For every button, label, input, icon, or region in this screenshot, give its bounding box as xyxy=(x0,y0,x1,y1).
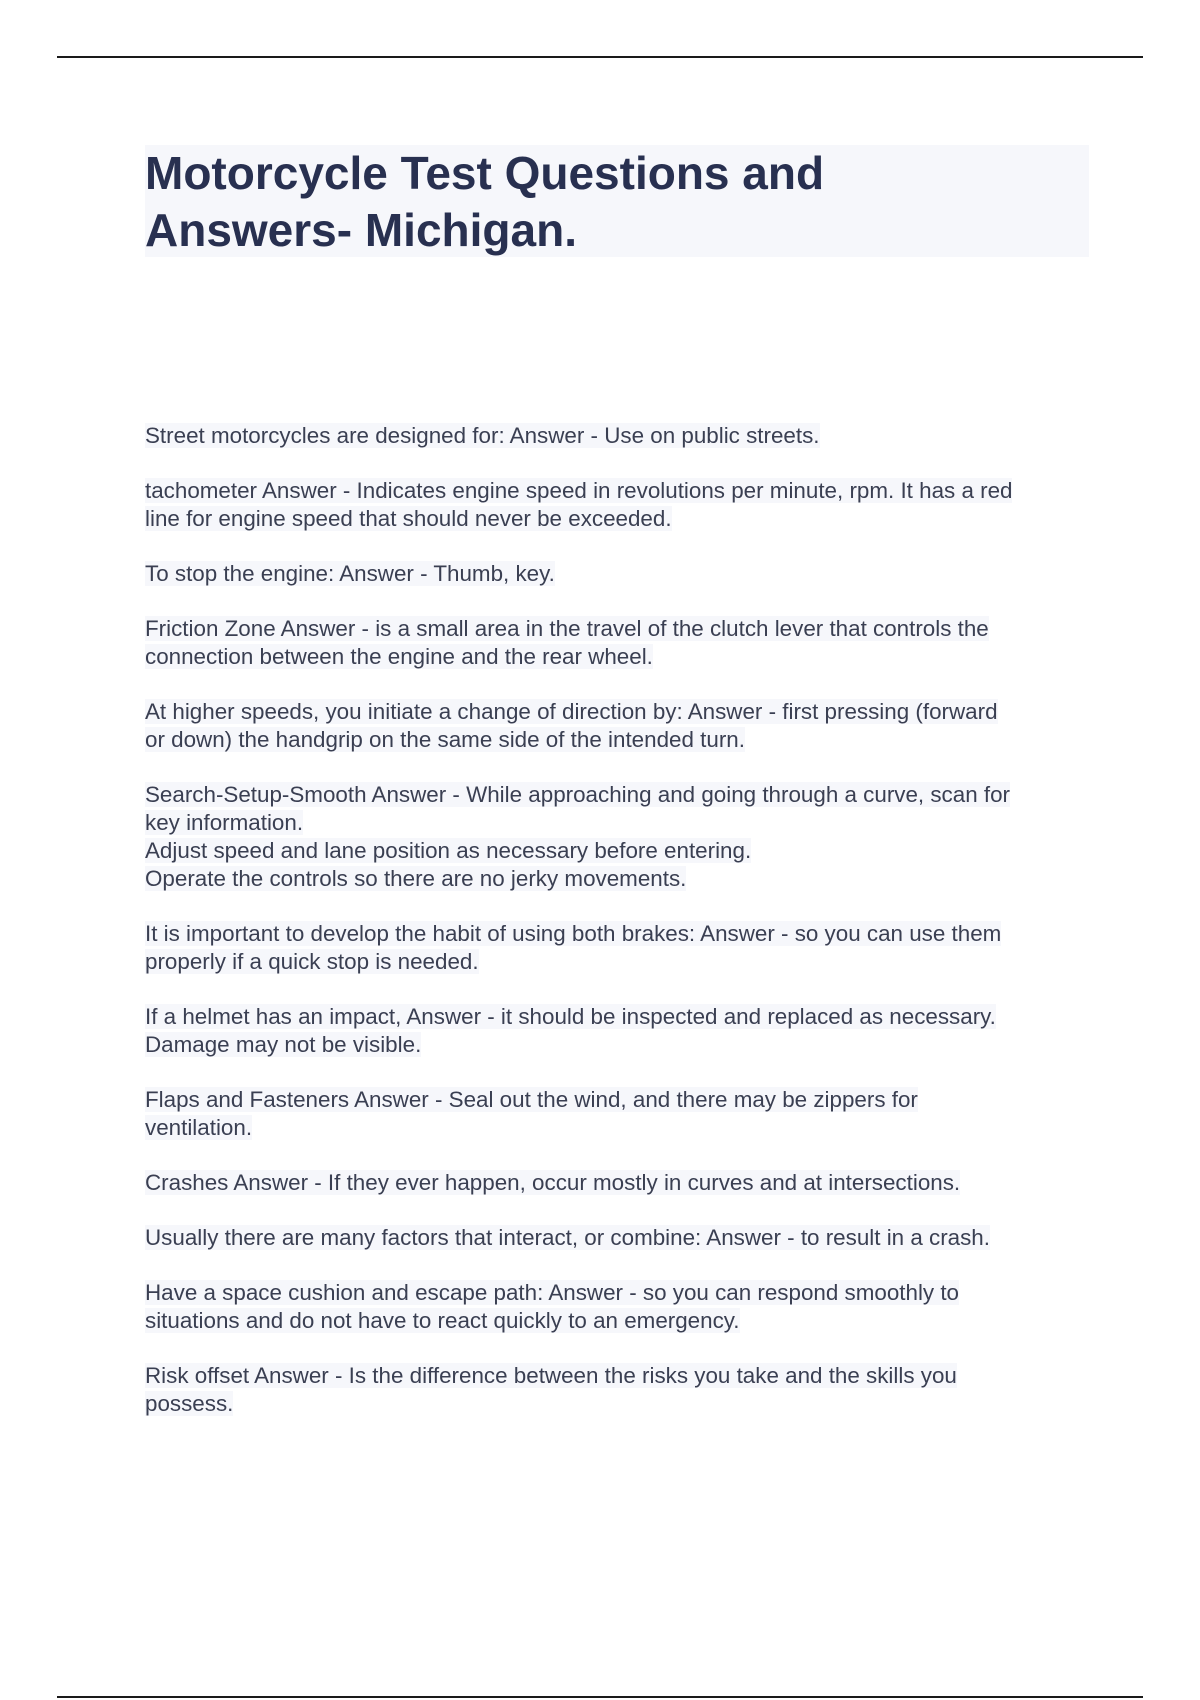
qa-item xyxy=(145,1224,1095,1252)
qa-item-line: At higher speeds, you initiate a change of direction by: Answer - first pressing (forward xyxy=(145,699,998,724)
bottom-divider xyxy=(57,1696,1143,1698)
qa-item-line: situations and do not have to react quickly to an emergency. xyxy=(145,1308,740,1333)
qa-item-line: key information. xyxy=(145,810,304,835)
qa-item xyxy=(145,615,1095,671)
qa-item xyxy=(145,1169,1095,1197)
qa-item-line: Crashes Answer - If they ever happen, occur mostly in curves and at intersections. xyxy=(145,1170,961,1195)
page-title-line-1: Motorcycle Test Questions and xyxy=(145,147,825,199)
qa-item xyxy=(145,477,1095,533)
qa-item-line: Damage may not be visible. xyxy=(145,1032,422,1057)
qa-item-line: Adjust speed and lane position as necessary before entering. xyxy=(145,838,752,863)
qa-item-line: It is important to develop the habit of using both brakes: Answer - so you can use them xyxy=(145,921,1002,946)
qa-item xyxy=(145,1362,1095,1418)
qa-item-line: Risk offset Answer - Is the difference between the risks you take and the skills you xyxy=(145,1363,957,1388)
qa-item xyxy=(145,920,1095,976)
qa-item xyxy=(145,781,1095,893)
qa-item xyxy=(145,422,1095,450)
qa-item xyxy=(145,698,1095,754)
qa-item-line: Operate the controls so there are no jerky movements. xyxy=(145,866,687,891)
qa-item-line: ventilation. xyxy=(145,1115,253,1140)
qa-item-line: Usually there are many factors that interact, or combine: Answer - to result in a crash. xyxy=(145,1225,990,1250)
qa-item xyxy=(145,1086,1095,1142)
qa-item-line: connection between the engine and the rear wheel. xyxy=(145,644,653,669)
qa-item-line: or down) the handgrip on the same side of the intended turn. xyxy=(145,727,745,752)
qa-item-line: Flaps and Fasteners Answer - Seal out the wind, and there may be zippers for xyxy=(145,1087,918,1112)
qa-item-line: If a helmet has an impact, Answer - it should be inspected and replaced as necessary. xyxy=(145,1004,996,1029)
qa-item-line: To stop the engine: Answer - Thumb, key. xyxy=(145,561,555,586)
qa-item-line: Street motorcycles are designed for: Answer - Use on public streets. xyxy=(145,423,820,448)
top-divider xyxy=(57,56,1143,58)
page-title xyxy=(145,145,905,259)
qa-list xyxy=(145,422,1095,1445)
qa-item xyxy=(145,1279,1095,1335)
page-title-line-2: Answers- Michigan. xyxy=(145,204,577,256)
qa-item-line: properly if a quick stop is needed. xyxy=(145,949,479,974)
qa-item-line: line for engine speed that should never be exceeded. xyxy=(145,506,672,531)
qa-item xyxy=(145,1003,1095,1059)
title-block xyxy=(145,145,1089,257)
qa-item xyxy=(145,560,1095,588)
qa-item-line: tachometer Answer - Indicates engine speed in revolutions per minute, rpm. It has a red xyxy=(145,478,1013,503)
qa-item-line: Search-Setup-Smooth Answer - While approaching and going through a curve, scan for xyxy=(145,782,1011,807)
qa-item-line: Have a space cushion and escape path: Answer - so you can respond smoothly to xyxy=(145,1280,960,1305)
qa-item-line: Friction Zone Answer - is a small area in the travel of the clutch lever that controls the xyxy=(145,616,989,641)
qa-item-line: possess. xyxy=(145,1391,234,1416)
